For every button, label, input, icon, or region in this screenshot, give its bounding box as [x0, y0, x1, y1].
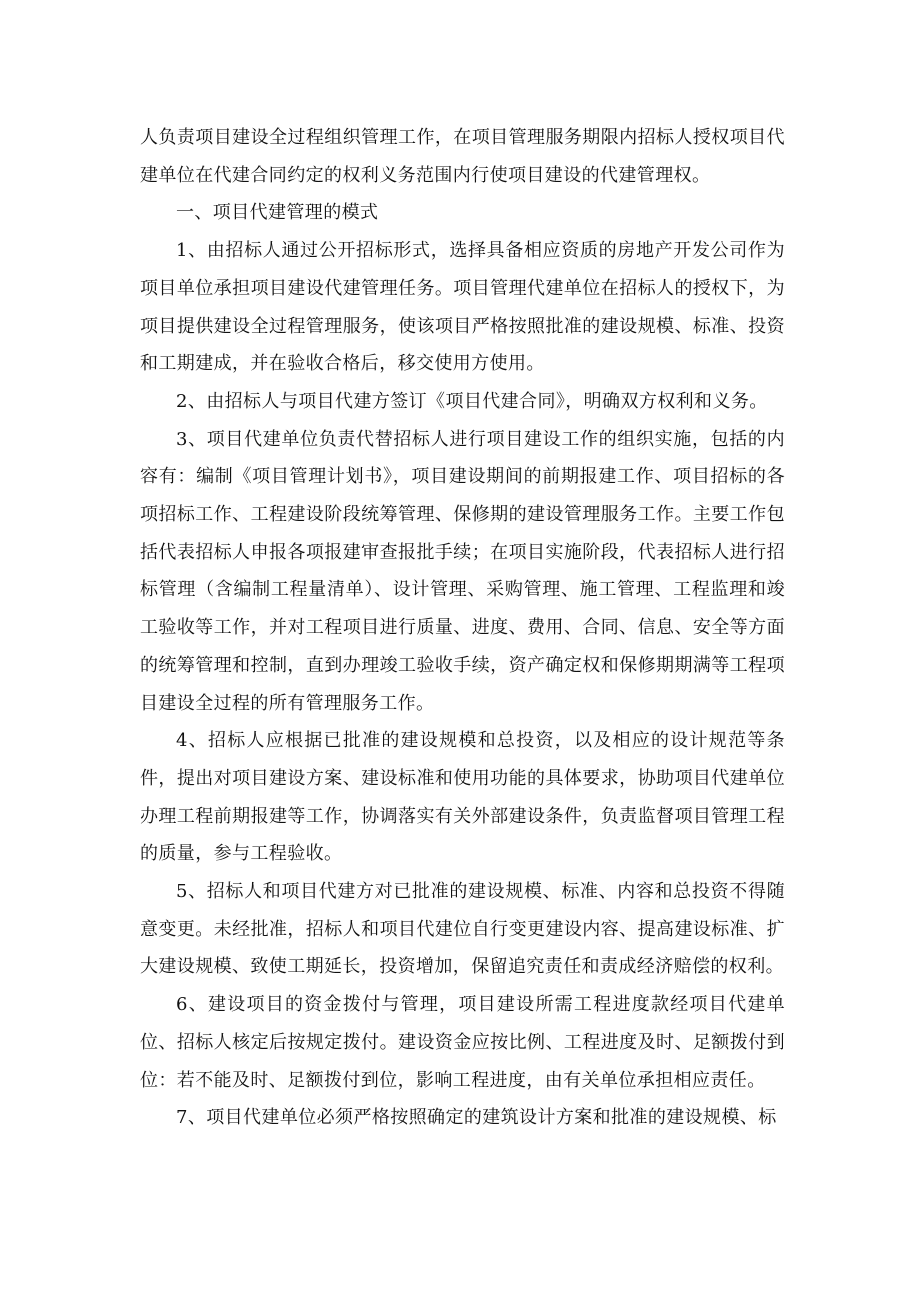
- paragraph-continuation: 人负责项目建设全过程组织管理工作，在项目管理服务期限内招标人授权项目代建单位在代建合同约定的权利义务范围内行使项目建设的代建管理权。: [140, 127, 785, 186]
- document-body: [140, 119, 785, 1137]
- paragraph-item-1: 1、由招标人通过公开招标形式，选择具备相应资质的房地产开发公司作为项目单位承担项目建设代建管理任务。项目管理代建单位在招标人的授权下，为项目提供建设全过程管理服务，使该项目严格按照批准的建设规模、标准、投资和工期建成，并在验收合格后，移交使用方使用。: [140, 240, 785, 375]
- paragraph-item-3: 3、项目代建单位负责代替招标人进行项目建设工作的组织实施，包括的内容有：编制《项目管理计划书》，项目建设期间的前期报建工作、项目招标的各项招标工作、工程建设阶段统筹管理、保修期的建设管理服务工作。主要工作包括代表招标人申报各项报建审查报批手续；在项目实施阶段，代表招标人进行招标管理（含编制工程量清单）、设计管理、采购管理、施工管理、工程监理和竣工验收等工作，并对工程项目进行质量、进度、费用、合同、信息、安全等方面的统筹管理和控制，直到办理竣工验收手续，资产确定权和保修期期满等工程项目建设全过程的所有管理服务工作。: [140, 428, 785, 714]
- paragraph-item-5: 5、招标人和项目代建方对已批准的建设规模、标准、内容和总投资不得随意变更。未经批准，招标人和项目代建位自行变更建设内容、提高建设标准、扩大建设规模、致使工期延长，投资增加，保留追究责任和责成经济赔偿的权利。: [140, 881, 785, 978]
- paragraph-item-6: 6、建设项目的资金拨付与管理，项目建设所需工程进度款经项目代建单位、招标人核定后按规定拨付。建设资金应按比例、工程进度及时、足额拨付到位：若不能及时、足额拨付到位，影响工程进度，由有关单位承担相应责任。: [140, 994, 785, 1091]
- section-heading: 一、项目代建管理的模式: [176, 202, 379, 224]
- paragraph-item-7: 7、项目代建单位必须严格按照确定的建筑设计方案和批准的建设规模、标: [176, 1107, 777, 1129]
- paragraph-item-2: 2、由招标人与项目代建方签订《项目代建合同》，明确双方权利和义务。: [176, 390, 768, 412]
- paragraph-item-4: 4、招标人应根据已批准的建设规模和总投资，以及相应的设计规范等条件，提出对项目建设方案、建设标准和使用功能的具体要求，协助项目代建单位办理工程前期报建等工作，协调落实有关外部建设条件，负责监督项目管理工程的质量，参与工程验收。: [140, 730, 785, 865]
